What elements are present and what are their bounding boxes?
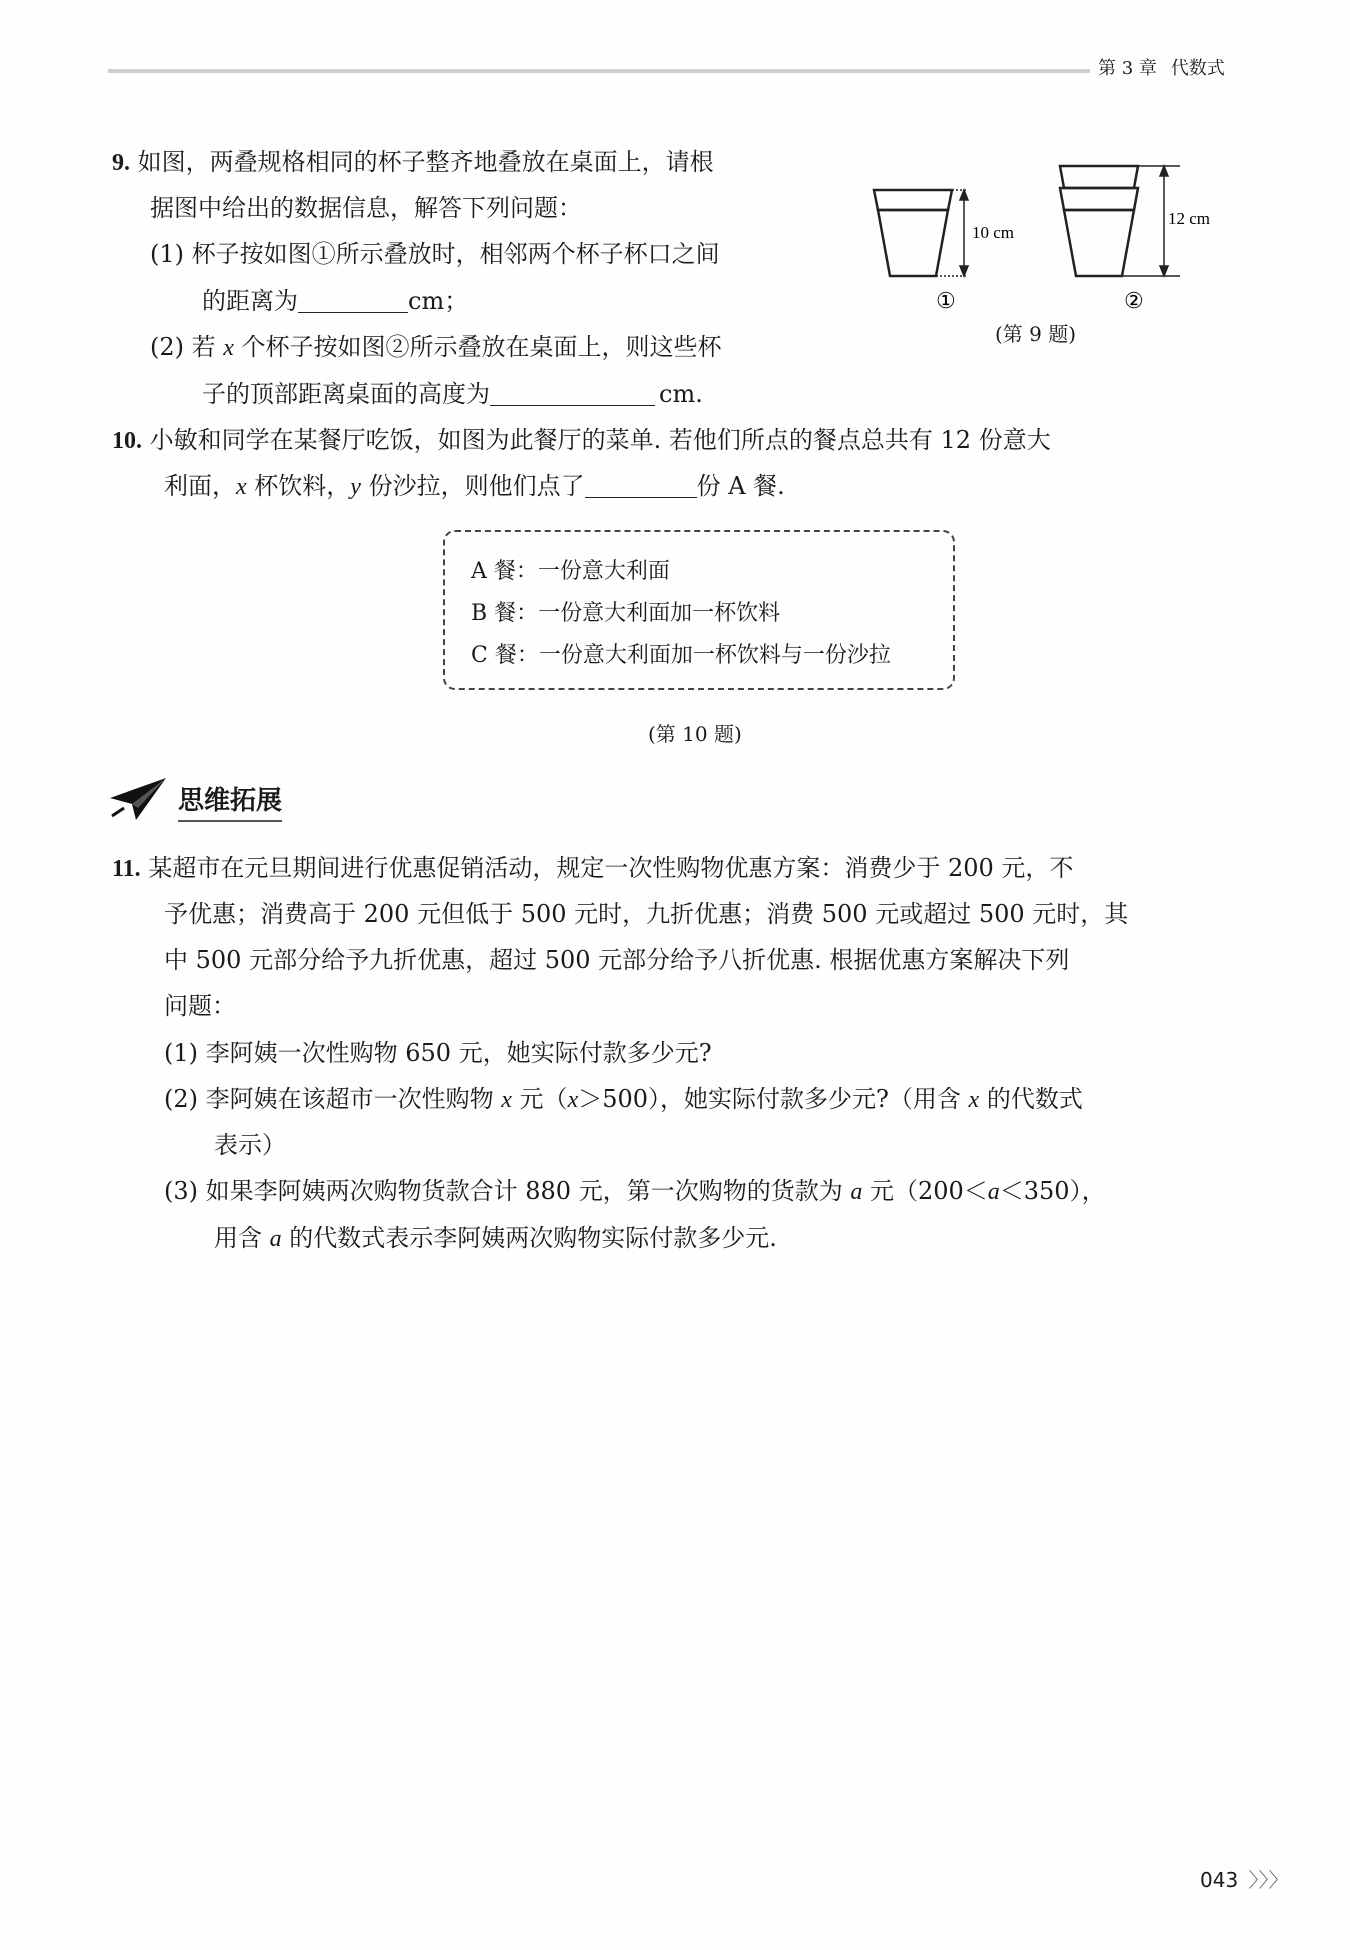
q9-part2-line-2 <box>202 379 703 409</box>
cup-2-middle <box>1060 188 1138 210</box>
q11-part3-text-b: 元（200＜ <box>862 1177 988 1205</box>
q10-text-2d: 份 A 餐. <box>696 472 785 500</box>
q11-number: 11. <box>112 856 141 882</box>
q10-answer-blank[interactable] <box>585 473 697 498</box>
figure-mark-2: ② <box>1124 289 1144 314</box>
q11-var-x-3: x <box>968 1087 980 1113</box>
q9-figure <box>860 158 1211 358</box>
q11-var-a-2: a <box>987 1179 1000 1205</box>
q11-var-a-1: a <box>850 1179 863 1205</box>
page-number <box>1200 1864 1289 1893</box>
q11-part-2-line-1 <box>164 1084 1083 1115</box>
q11-part2-text-c: ＞500），她实际付款多少元?（用含 <box>578 1085 969 1113</box>
q9-figure-caption: (第 9 题) <box>995 322 1077 346</box>
q10-var-y: y <box>350 474 361 500</box>
menu-item-c: C 餐：一份意大利面加一杯饮料与一份沙拉 <box>471 643 891 668</box>
chapter-number: 第 3 章 <box>1098 58 1157 79</box>
menu-item-b: B 餐：一份意大利面加一杯饮料 <box>471 601 781 626</box>
q10-var-x: x <box>236 474 247 500</box>
q10-text-2c: 份沙拉，则他们点了 <box>360 472 585 500</box>
q10-text-1: 小敏和同学在某餐厅吃饭，如图为此餐厅的菜单. 若他们所点的餐点总共有 12 份意大 <box>149 426 1051 454</box>
q11-part3-text-a: (3) 如果李阿姨两次购物货款合计 880 元，第一次购物的货款为 <box>164 1177 851 1205</box>
q9-answer-blank-1[interactable] <box>298 288 408 313</box>
q9-text-1: 如图，两叠规格相同的杯子整齐地叠放在桌面上，请根 <box>137 148 714 176</box>
q9-part1-line-2 <box>202 286 468 316</box>
q11-part-3-line-1 <box>164 1176 1106 1207</box>
section-title: 思维拓展 <box>178 780 282 822</box>
restaurant-menu <box>443 530 955 690</box>
q11-var-x-1: x <box>501 1087 512 1113</box>
q9-part2-line-1 <box>150 332 722 363</box>
q9-part1-text: 的距离为 <box>202 287 298 315</box>
cup-2-body <box>1064 210 1134 276</box>
q9-number: 9. <box>112 150 130 176</box>
q9-answer-blank-2[interactable] <box>490 381 655 406</box>
q11-var-x-2: x <box>567 1087 579 1113</box>
cup-2-top <box>1060 166 1138 188</box>
cup-1-rim <box>874 190 952 210</box>
q9-line-1 <box>112 147 714 178</box>
q11-part2-text-b: 元（ <box>511 1085 568 1113</box>
q9-part2-unit: cm. <box>659 380 703 408</box>
q11-part3-text-e: 的代数式表示李阿姨两次购物实际付款多少元. <box>281 1224 777 1252</box>
q11-line-3: 中 500 元部分给予九折优惠，超过 500 元部分给予八折优惠. 根据优惠方案解决下列 <box>164 946 1070 974</box>
q10-text-2b: 杯饮料， <box>246 472 351 500</box>
chapter-title: 代数式 <box>1170 58 1225 79</box>
q11-var-a-3: a <box>269 1226 282 1252</box>
section-heading <box>108 776 283 824</box>
q11-part2-text-d: 的代数式 <box>979 1085 1083 1113</box>
label-10cm: 10 cm <box>972 223 1015 242</box>
q11-part-2-line-2: 表示） <box>214 1131 286 1159</box>
q11-text-1: 某超市在元旦期间进行优惠促销活动，规定一次性购物优惠方案：消费少于 200 元，不 <box>148 854 1074 882</box>
q11-part3-text-d: 用含 <box>214 1224 270 1252</box>
q9-var-x: x <box>223 335 234 361</box>
paper-plane-icon <box>108 776 168 822</box>
q9-part1-unit: cm； <box>408 287 469 315</box>
q10-number: 10. <box>112 428 142 454</box>
q9-part2-text-c: 子的顶部距离桌面的高度为 <box>202 380 490 408</box>
cup-1-body <box>878 210 948 276</box>
q11-line-2: 予优惠；消费高于 200 元但低于 500 元时，九折优惠；消费 500 元或超过 500 元时，其 <box>164 900 1129 928</box>
page-number-text: 043 <box>1200 1868 1239 1892</box>
q11-part3-text-c: ＜350）， <box>999 1177 1106 1205</box>
q11-part-1: (1) 李阿姨一次性购物 650 元，她实际付款多少元? <box>164 1039 712 1067</box>
q9-part2-text-b: 个杯子按如图②所示叠放在桌面上，则这些杯 <box>233 333 722 361</box>
q10-line-2 <box>164 471 785 502</box>
q11-line-1 <box>112 853 1073 884</box>
header-rule <box>108 69 1090 73</box>
q10-line-1 <box>112 425 1051 456</box>
q11-line-4: 问题： <box>164 992 236 1020</box>
menu-item-a: A 餐：一份意大利面 <box>471 559 670 584</box>
q10-text-2a: 利面， <box>164 472 236 500</box>
chevron-right-icon: 〉〉〉 <box>1248 1868 1289 1892</box>
figure-mark-1: ① <box>936 289 956 314</box>
q11-part2-text-a: (2) 李阿姨在该超市一次性购物 <box>164 1085 502 1113</box>
q9-line-2: 据图中给出的数据信息，解答下列问题： <box>150 194 582 222</box>
q11-part-3-line-2 <box>214 1223 777 1254</box>
q9-part1-line-1: (1) 杯子按如图①所示叠放时，相邻两个杯子杯口之间 <box>150 240 720 268</box>
q9-part2-text-a: (2) 若 <box>150 333 224 361</box>
chapter-header <box>1098 54 1225 80</box>
q10-figure-caption: (第 10 题) <box>648 722 742 746</box>
label-12cm: 12 cm <box>1168 209 1211 228</box>
